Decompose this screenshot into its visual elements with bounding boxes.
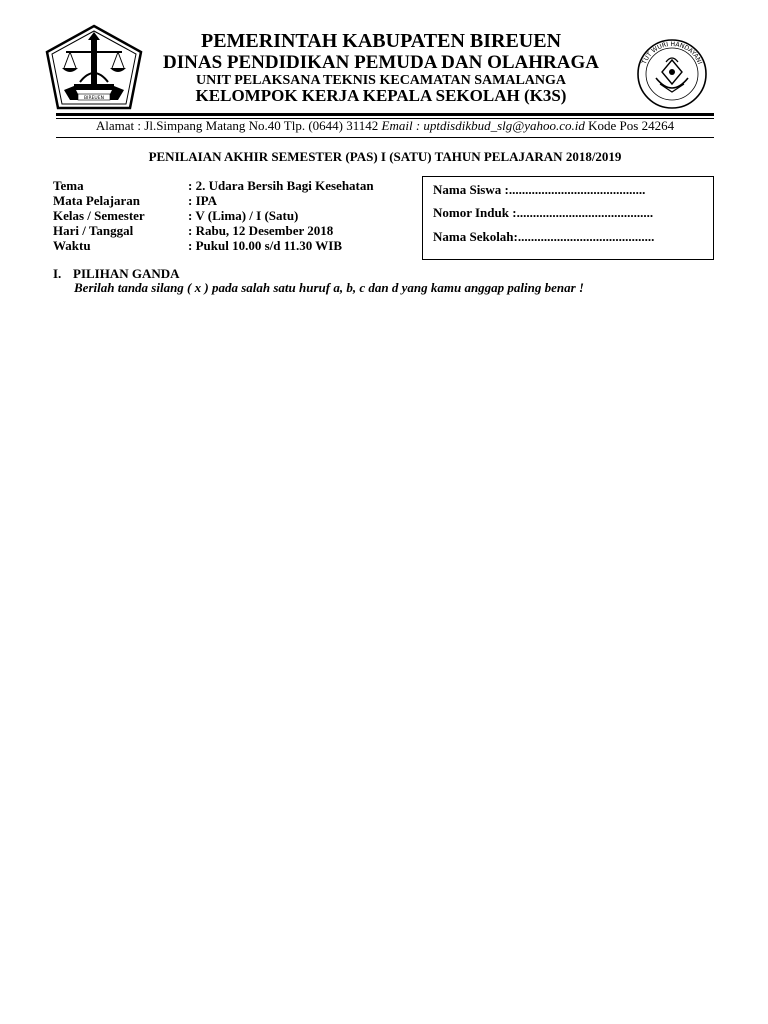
- header-department: DINAS PENDIDIKAN PEMUDA DAN OLAHRAGA: [163, 52, 599, 73]
- address-divider: [56, 137, 714, 138]
- student-name-blank[interactable]: ..........................................: [508, 182, 646, 197]
- meta-value: : Rabu, 12 Desember 2018: [188, 223, 334, 238]
- school-name-blank[interactable]: ..........................................: [517, 229, 655, 244]
- student-name-label: Nama Siswa :: [433, 182, 509, 197]
- student-id-label: Nomor Induk :: [433, 205, 517, 220]
- header-government: PEMERINTAH KABUPATEN BIREUEN: [200, 30, 562, 52]
- meta-label: Mata Pelajaran: [53, 193, 141, 208]
- tut-wuri-handayani-logo: [632, 38, 712, 110]
- meta-row-tema: [53, 178, 374, 193]
- school-name-label: Nama Sekolah:: [433, 229, 518, 244]
- header-working-group: KELOMPOK KERJA KEPALA SEKOLAH (K3S): [195, 86, 567, 105]
- header-divider-thick: [56, 113, 714, 116]
- exam-title: PENILAIAN AKHIR SEMESTER (PAS) I (SATU) TAHUN PELAJARAN 2018/2019: [148, 149, 622, 164]
- email-address: uptdisdikbud_slg@yahoo.co.id: [423, 118, 585, 133]
- student-id-field[interactable]: [433, 205, 653, 221]
- meta-label: Hari / Tanggal: [53, 223, 134, 238]
- student-id-blank[interactable]: ..........................................: [516, 205, 654, 220]
- section-title: PILIHAN GANDA: [73, 266, 180, 281]
- meta-value: : IPA: [188, 193, 218, 208]
- header-unit: UNIT PELAKSANA TEKNIS KECAMATAN SAMALANGA: [195, 73, 566, 88]
- meta-row-date: [53, 223, 374, 238]
- meta-row-class: [53, 208, 374, 223]
- crest-banner-text: BIREUEN: [84, 96, 104, 101]
- meta-label: Tema: [53, 178, 84, 193]
- exam-meta: [53, 178, 374, 253]
- student-info-box: [422, 176, 714, 260]
- bireuen-crest-logo: [44, 24, 144, 110]
- student-name-field[interactable]: [433, 182, 645, 198]
- meta-value: : V (Lima) / I (Satu): [188, 208, 299, 223]
- emblem-text: TUT WURI HANDAYANI: [640, 40, 704, 66]
- section-instruction: Berilah tanda silang ( x ) pada salah satu huruf a, b, c dan d yang kamu anggap paling benar !: [74, 280, 584, 295]
- meta-row-time: [53, 238, 374, 253]
- school-name-field[interactable]: [433, 229, 654, 245]
- section-number: I.: [53, 266, 62, 281]
- meta-value: : Pukul 10.00 s/d 11.30 WIB: [188, 238, 343, 253]
- postal-code: Kode Pos 24264: [584, 118, 675, 133]
- header-address: [56, 118, 714, 134]
- meta-row-subject: [53, 193, 374, 208]
- meta-label: Kelas / Semester: [53, 208, 145, 223]
- email-label: Email :: [381, 118, 424, 133]
- address-text: Alamat : Jl.Simpang Matang No.40 Tlp. (0644) 31142: [95, 118, 382, 133]
- meta-value: : 2. Udara Bersih Bagi Kesehatan: [188, 178, 374, 193]
- meta-label: Waktu: [53, 238, 91, 253]
